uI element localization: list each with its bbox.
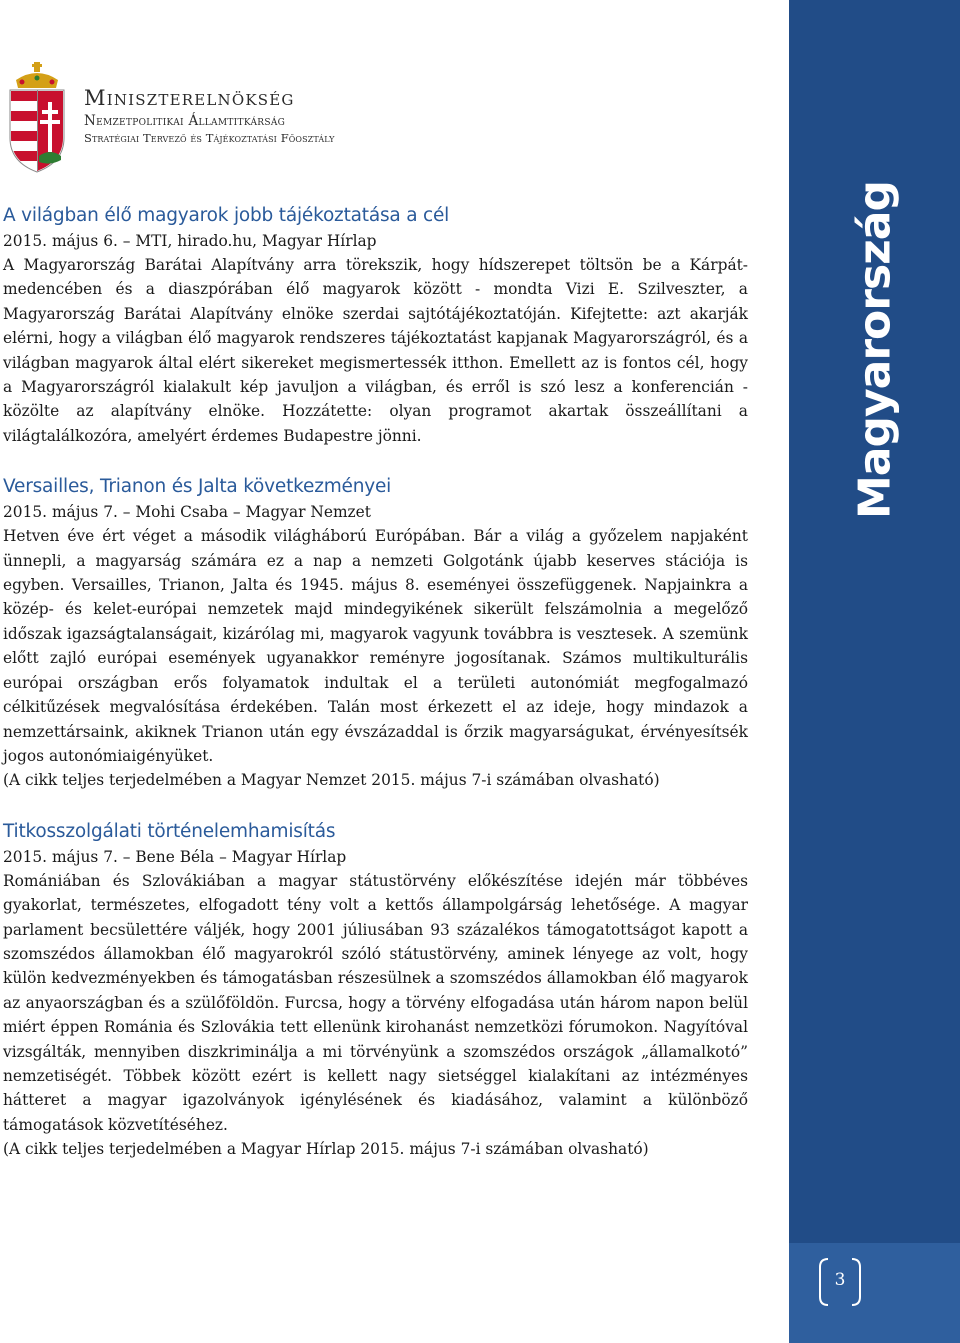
article-title: Versailles, Trianon és Jalta következményei — [3, 476, 392, 498]
article-source-note: (A cikk teljes terjedelmében a Magyar Nemzet 2015. május 7-i számában olvasható) — [3, 771, 660, 790]
hungarian-crest-icon — [6, 58, 68, 174]
page-number: 3 — [834, 1270, 846, 1290]
article-meta: 2015. május 7. – Bene Béla – Magyar Hírlap — [3, 847, 347, 866]
article — [3, 203, 748, 448]
org-subtitle-2: Stratégiai Tervező és Tájékoztatási Főosztály — [84, 131, 335, 145]
article — [3, 474, 748, 792]
article-title: A világban élő magyarok jobb tájékoztatása a cél — [3, 205, 450, 226]
article-source-note: (A cikk teljes terjedelmében a Magyar Hírlap 2015. május 7-i számában olvasható) — [3, 1140, 649, 1159]
main-content — [3, 203, 748, 1188]
article-meta: 2015. május 7. – Mohi Csaba – Magyar Nemzet — [3, 503, 371, 522]
article-body: Hetven éve ért véget a második világháború Európában. Bár a világ a győzelem napjaként ünnepli, a magyarság számára ez a nap a nemzeti Golgotánk újabb keserves stációja is egyben. Versailles, Trianon, Jalta és 1945. május 8. eseményei összefüggenek. Napjainkra a közép- és kelet-európai nemzetek majd mindegyikének sikerült felszámolnia a megelőző időszak igazságtalanságait, kizárólag mi, magyarok vagyunk továbbra is vesztesek. A szemünk előtt zajló európai események ugyanakkor reményre jogosítanak. Számos multikulturális európai országban erős folyamatok indultak el a területi autonómiát megfogalmazó célkitűzések megvalósítása érdekében. Talán most érkezett el az ideje, hogy mindazok a nemzettársaink, akiknek Trianon után egy évszázaddal is őrzik magyarságukat, érvényesítsék jogos autonómiaigényüket. — [3, 527, 748, 765]
org-title: Miniszterelnökség — [84, 86, 295, 110]
header-logo — [6, 58, 406, 178]
org-subtitle-1: Nemzetpolitikai Államtitkárság — [84, 113, 286, 129]
page-number-box — [789, 1243, 960, 1343]
article-title: Titkosszolgálati történelemhamisítás — [3, 820, 336, 842]
article — [3, 819, 748, 1162]
sidebar-label: Magyarország — [849, 181, 901, 519]
article-body: Romániában és Szlovákiában a magyar státustörvény előkészítése idején már többéves gyakorlat, természetes, elfogadott tény volt a kettős állampolgárság lehetősége. A magyar parlament becsülettére váljék, hogy 2001 júliusában 93 százalékos támogatottságot kapott a szomszédos államokban élő magyarokról szóló státustörvény, aminek lényege az volt, hogy külön kedvezményekben és támogatásban részesülnek a szomszédos államokban élő magyarok az anyaországban és a szülőföldön. Furcsa, hogy a törvény elfogadása után három napon belül miért éppen Románia és Szlovákia tett ellenünk kirohanást nemzetközi fórumokon. Nagyítóval vizsgálták, mennyiben diszkriminálja a mi törvényünk a szomszédos országok „államalkotó” nemzetiségét. Többek között ezért is kellett nagy sietséggel kialakítani az intézményes hátteret a magyar igazolványok igénylésének és kiadásához, valamint a különböző támogatások közvetítéséhez. — [3, 871, 748, 1134]
article-meta: 2015. május 6. – MTI, hirado.hu, Magyar Hírlap — [3, 232, 377, 250]
article-body: A Magyarország Barátai Alapítvány arra törekszik, hogy hídszerepet töltsön be a Kárpát-medencében és a diaszpórában élő magyarok között - mondta Vizi E. Szilveszter, a Magyarország Barátai Alapítvány elnöke szerdai sajtótájékoztatóján. Kifejtette: azt akarják elérni, hogy a világban élő magyarok rendszeres tájékoztatást kapjanak Magyarországról, és a világban magyarok által elért sikereket megismertessék itthon. Emellett az is fontos cél, hogy a Magyarországról kialakult kép javuljon a világban, és erről is szó lesz a konferencián - közölte az alapítvány elnöke. Hozzátette: olyan programot akartak összeállítani a világtalálkozóra, amelyért érdemes Budapestre jönni. — [3, 256, 748, 445]
sidebar-band — [789, 0, 960, 1243]
